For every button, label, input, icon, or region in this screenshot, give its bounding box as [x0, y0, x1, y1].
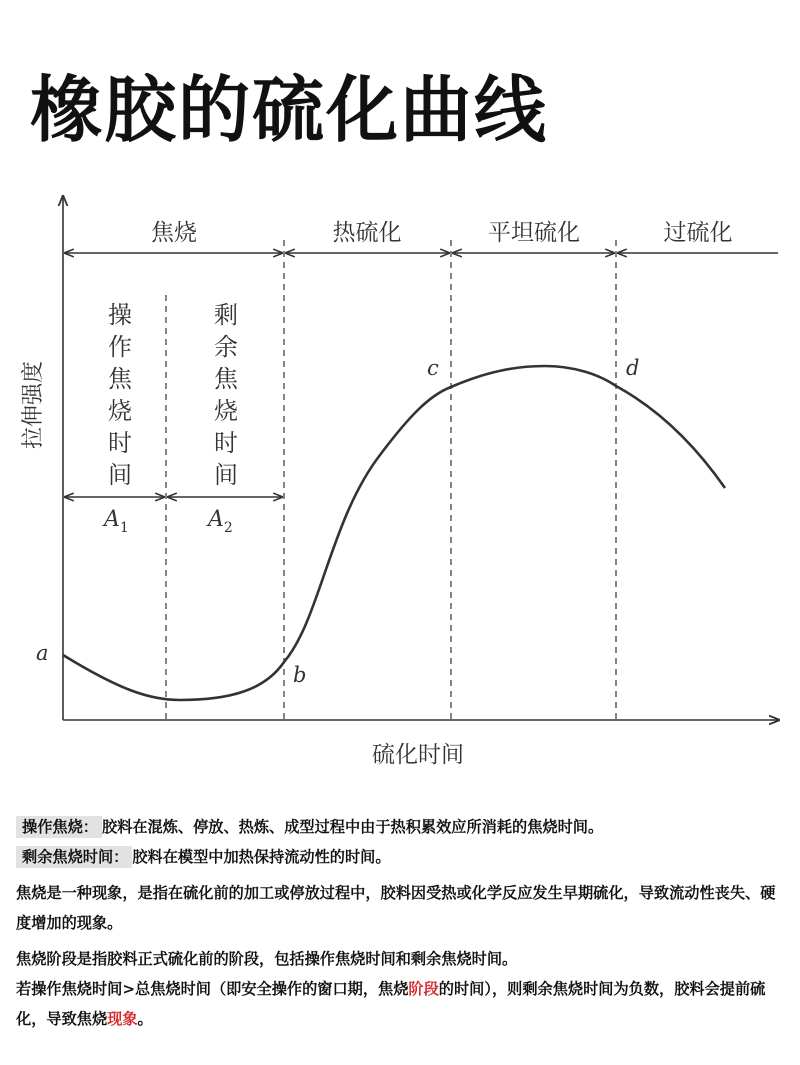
point-a: a [36, 641, 49, 665]
note-text-part: 若操作焦烧时间>总焦烧时间（即安全操作的窗口期，焦烧 [16, 980, 409, 998]
sub-stage-char: 焦 [108, 365, 132, 393]
highlight-stage: 阶段 [408, 980, 439, 998]
note-text-part: 。 [137, 1010, 153, 1028]
stage-label-scorch: 焦烧 [151, 220, 197, 246]
sub-stage-char: 间 [214, 461, 238, 489]
x-axis-label: 硫化时间 [372, 742, 464, 768]
sub-stage-label-residual-scorch [214, 301, 239, 489]
note-operating-scorch [16, 812, 786, 842]
stage-label-over-cure: 过硫化 [663, 220, 733, 246]
stage-label-hot-cure: 热硫化 [332, 220, 402, 246]
note-residual-scorch [16, 842, 786, 872]
def-residual-scorch: 胶料在模型中加热保持流动性的时间。 [132, 848, 391, 866]
sub-stage-char: 焦 [214, 365, 238, 393]
notes-section [16, 812, 786, 1034]
note-negative-residual [16, 974, 786, 1034]
note-scorch-phenomenon: 焦烧是一种现象，是指在硫化前的加工或停放过程中，胶料因受热或化学反应发生早期硫化，导致流动性丧失、硬度增加的现象。 [16, 884, 776, 932]
sub-stage-char: 时 [108, 429, 132, 457]
highlight-phenomenon: 现象 [107, 1010, 138, 1028]
y-axis-label-text: 拉伸强度 [21, 360, 46, 450]
sub-stage-char: 烧 [214, 397, 238, 425]
sub-stage-char: 烧 [108, 397, 132, 425]
term-residual-scorch: 剩余焦烧时间： [16, 846, 132, 868]
point-d: d [626, 356, 640, 380]
point-c: c [427, 356, 439, 380]
label-a1: $A_1$ [104, 507, 129, 536]
stage-label-plateau-cure: 平坦硫化 [488, 220, 580, 246]
point-b: b [293, 663, 307, 687]
term-operating-scorch: 操作焦烧： [16, 816, 102, 838]
sub-stage-char: 剩 [214, 301, 238, 329]
sub-stage-char: 时 [214, 429, 238, 457]
page-title: 橡胶的硫化曲线 [30, 68, 549, 152]
tensile-strength-curve [63, 366, 725, 700]
note-text-part: 的时间），则剩余焦烧时间为负数，胶料会提前硫化，导致焦烧 [16, 980, 766, 1028]
def-operating-scorch: 胶料在混炼、停放、热炼、成型过程中由于热积累效应所消耗的焦烧时间。 [101, 818, 604, 836]
y-axis-label [21, 361, 46, 449]
sub-stage-label-operating-scorch [108, 301, 133, 489]
sub-stage-char: 间 [108, 461, 132, 489]
label-a2: $A_2$ [208, 507, 233, 536]
sub-stage-char: 余 [214, 333, 238, 361]
sub-stage-char: 作 [108, 333, 132, 361]
note-scorch-stage: 焦烧阶段是指胶料正式硫化前的阶段，包括操作焦烧时间和剩余焦烧时间。 [16, 950, 518, 968]
sub-stage-char: 操 [108, 301, 132, 329]
